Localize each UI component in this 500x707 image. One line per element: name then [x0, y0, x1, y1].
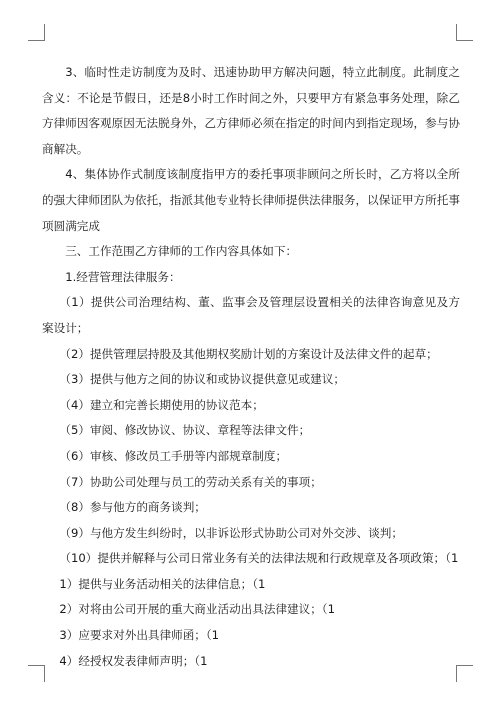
list-item: （8）参与他方的商务谈判； [59, 500, 206, 515]
list-item: （1）提供公司治理结构、董、监事会及管理层设置相关的法律咨询意见及方案设计； [42, 295, 460, 335]
list-item: 2）对将由公司开展的重大商业活动出具法律建议；（1 [59, 602, 336, 617]
list-item: 4）经授权发表律师声明；（1 [59, 653, 208, 668]
list-item: （4）建立和完善长期使用的协议范本； [59, 397, 264, 412]
list-item: （3）提供与他方之间的协议和或协议提供意见或建议； [59, 372, 346, 387]
paragraph-collective-cooperation-system: 4、集体协作式制度该制度指甲方的委托事项非顾问之所长时，乙方将以全所的强大律师团队为依托，指派其他专业特长律师提供法律服务，以保证甲方所托事项圆满完成 [42, 167, 460, 233]
list-item: （10）提供并解释与公司日常业务有关的法律法规和行政规章及各项政策；（1 [59, 551, 459, 566]
list-item: 1）提供与业务活动相关的法律信息；（1 [59, 576, 266, 591]
list-item: （2）提供管理层持股及其他期权奖励计划的方案设计及法律文件的起草； [59, 346, 438, 361]
crop-mark-top-left [28, 24, 45, 41]
list-item: （6）审核、修改员工手册等内部规章制度； [59, 448, 288, 463]
subheading-business-management-services: 1.经营管理法律服务： [65, 269, 181, 284]
paragraph-temporary-visit-system: 3、临时性走访制度为及时、迅速协助甲方解决问题，特立此制度。此制度之含义：不论是节假日，还是8小时工作时间之外，只要甲方有紧急事务处理，除乙方律师因客观原因无法脱身外，乙方律师必须在指定的时间内到指定现场，参与协商解决。 [42, 65, 460, 156]
list-item: （5）审阅、修改协议、协议、章程等法律文件； [59, 423, 311, 438]
list-item: 3）应要求对外出具律师函；（1 [59, 628, 220, 643]
document-page [42, 60, 460, 674]
list-item: （7）协助公司处理与员工的劳动关系有关的事项； [59, 474, 322, 489]
section-heading-work-scope: 三、工作范围乙方律师的工作内容具体如下： [65, 244, 298, 259]
list-item: （9）与他方发生纠纷时，以非诉讼形式协助公司对外交涉、谈判； [59, 525, 403, 540]
crop-mark-top-right [456, 24, 473, 41]
